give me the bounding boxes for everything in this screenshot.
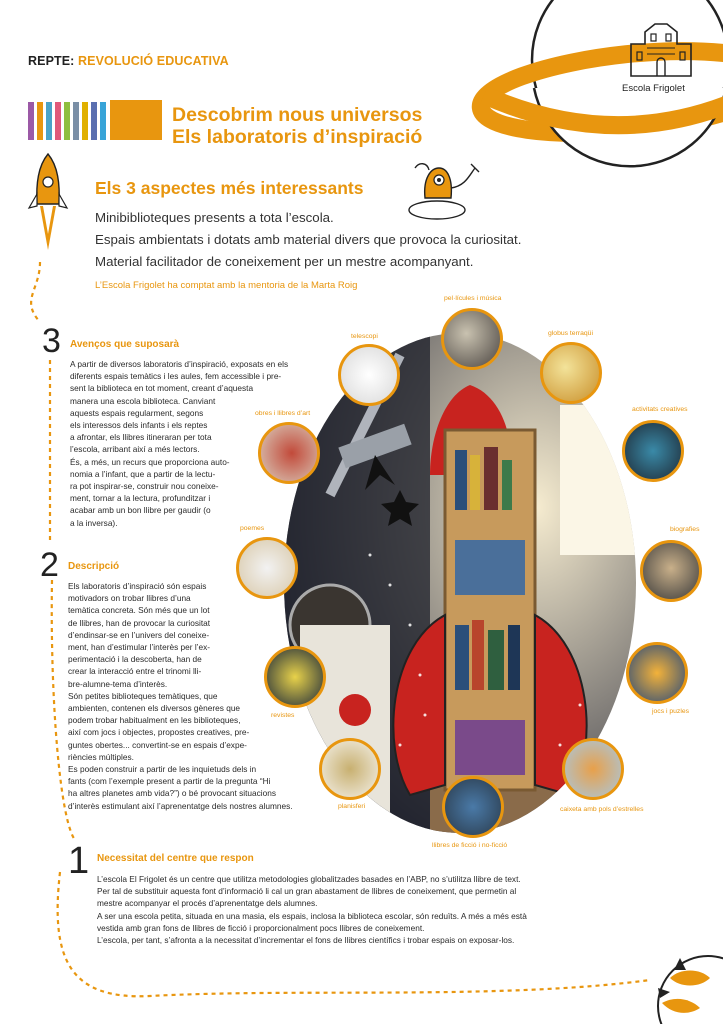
section2-line: Són petites biblioteques temàtiques, que bbox=[68, 690, 218, 701]
aspect-item-1: Minibiblioteques presents a tota l’escola. bbox=[95, 210, 334, 225]
challenge-label-prefix: REPTE: bbox=[28, 54, 75, 68]
section2-line: d’interès estimulant així l’aprenentatge dels nostres alumnes. bbox=[68, 800, 293, 811]
section2-line: fants (com l’exemple present a partir de la pregunta “Hi bbox=[68, 776, 271, 787]
section2-line: guntes obertes... convertint-se en espais d’expe- bbox=[68, 739, 247, 750]
section2-line: motivadors on trobar llibres d’una bbox=[68, 593, 191, 604]
section-2-title: Descripció bbox=[68, 561, 120, 572]
photo-magazines bbox=[264, 646, 326, 708]
photo-creative-activities bbox=[622, 420, 684, 482]
section3-line: sent la biblioteca en tot moment, creant d’aquesta bbox=[70, 383, 254, 394]
photo-fiction-nonfiction bbox=[442, 776, 504, 838]
section-1-title: Necessitat del centre que respon bbox=[97, 853, 254, 864]
section2-line: ha altres planetes amb vida?”) o bé provocant situacions bbox=[68, 788, 277, 799]
section1-line: L’escola, per tant, s’afronta a la necessitat d’incrementar el fons de llibres científics i trobar espais on exposar-los. bbox=[97, 935, 515, 946]
photo-planisphere bbox=[319, 738, 381, 800]
section1-line: vestida amb gran fons de llibres de ficció i proporcionalment pocs llibres de coneixement. bbox=[97, 922, 425, 933]
aspect-item-3: Material facilitador de coneixement per un mestre acompanyant. bbox=[95, 254, 474, 269]
caption-biographies: biografies bbox=[670, 526, 700, 533]
section2-line: Els laboratoris d’inspiració són espais bbox=[68, 581, 207, 591]
section-1-number: 1 bbox=[68, 840, 90, 882]
photo-games-puzzles bbox=[626, 642, 688, 704]
section-2-number: 2 bbox=[40, 546, 59, 584]
section3-line: a la inversa). bbox=[70, 517, 118, 528]
photo-stardust-box bbox=[562, 738, 624, 800]
photo-art-books bbox=[258, 422, 320, 484]
section-1-body bbox=[97, 873, 577, 946]
mentoring-note: L’Escola Frigolet ha comptat amb la mentoria de la Marta Roig bbox=[95, 280, 358, 291]
photo-poems bbox=[236, 537, 298, 599]
section1-line: L’escola El Frigolet és un centre que utilitza metodologies globalitzades basades en l’ABP, no s’utilitza llibre de text. bbox=[97, 874, 521, 884]
section2-line: d’endinsar-se en l’univers del coneixe- bbox=[68, 629, 210, 640]
section-3-number: 3 bbox=[42, 322, 61, 360]
section1-line: mestre acompanyar el procés d’aprenentatge dels alumnes. bbox=[97, 898, 318, 909]
section2-line: ambienten, contenen els diversos gèneres que bbox=[68, 703, 241, 714]
caption-fiction-nonfiction: llibres de ficció i no-ficció bbox=[432, 842, 508, 849]
planet-corner-decoration bbox=[650, 948, 723, 1024]
caption-magazines: revistes bbox=[271, 712, 295, 719]
section3-line: ment, tornar a la lectura, profunditzar i bbox=[70, 493, 211, 504]
caption-art-books: obres i llibres d’art bbox=[255, 410, 311, 417]
section2-line: perimentació i la descoberta, han de bbox=[68, 654, 202, 665]
section2-line: ment, han d’estimular l’interès per l’ex- bbox=[68, 642, 211, 653]
section2-line: de llibres, han de provocar la curiositat bbox=[68, 617, 211, 628]
section2-line: Es poden construir a partir de les inquietuds dels in bbox=[68, 764, 257, 775]
school-name: Escola Frigolet bbox=[622, 83, 685, 94]
caption-stardust-box: caixeta amb pols d’estrelles bbox=[560, 806, 644, 813]
section3-line: manera una escola biblioteca. Canviant bbox=[70, 395, 216, 406]
section3-line: acabar amb un bon llibre per gaudir (o bbox=[70, 505, 211, 516]
aspects-title: Els 3 aspectes més interessants bbox=[95, 178, 364, 198]
section3-line: diferents espais temàtics i les aules, fem accessible i pre- bbox=[70, 371, 282, 382]
section3-line: a afrontar, els llibres itineraran per tota bbox=[70, 432, 212, 443]
page-title-line2: Els laboratoris d’inspiració bbox=[172, 126, 423, 148]
section2-line: podem trobar habitualment en les biblioteques, bbox=[68, 715, 241, 726]
section3-line: És, a més, un recurs que proporciona auto- bbox=[70, 456, 230, 467]
section3-line: ra pot inspirar-se, construir nou coneixe- bbox=[70, 481, 219, 492]
caption-pellicules-music: pel·lícules i música bbox=[444, 295, 502, 302]
section3-line: A partir de diversos laboratoris d’inspiració, exposats en els bbox=[70, 359, 289, 369]
section-3-title: Avenços que suposarà bbox=[70, 339, 180, 350]
section2-line: així com jocs i objectes, propostes creatives, pre- bbox=[68, 727, 250, 738]
section2-line: riències múltiples. bbox=[68, 751, 134, 762]
section3-line: els interessos dels infants i els reptes bbox=[70, 420, 208, 431]
section2-line: crear la interacció entre el trinomi lli- bbox=[68, 666, 202, 677]
section2-line: bre-alumne-tema d’interès. bbox=[68, 678, 168, 689]
caption-telescope: telescopi bbox=[351, 333, 378, 340]
photo-biographies bbox=[640, 540, 702, 602]
photo-telescope bbox=[338, 344, 400, 406]
section2-line: temàtica concreta. Són més que un lot bbox=[68, 605, 210, 616]
section3-line: l’escola, arribant així a més lectors. bbox=[70, 444, 200, 455]
section3-line: aquests espais regularment, segons bbox=[70, 407, 204, 418]
caption-creative-activities: activitats creatives bbox=[632, 406, 688, 413]
aspect-item-2: Espais ambientats i dotats amb material divers que provoca la curiositat. bbox=[95, 232, 522, 247]
section1-line: Per tal de substituir aquesta font d’informació li cal un gran abastament de llibres de coneixement, que permetin al bbox=[97, 886, 517, 897]
section3-line: nomia a l’infant, que a partir de la lectu- bbox=[70, 468, 216, 479]
caption-planisphere: planisferi bbox=[338, 803, 366, 810]
section1-line: A ser una escola petita, situada en una masia, els espais, inclosa la biblioteca escolar, són reduïts. A més a més està bbox=[97, 910, 527, 921]
photo-globe bbox=[540, 342, 602, 404]
photo-pellicules-music bbox=[441, 308, 503, 370]
page-title-line1: Descobrim nous universos bbox=[172, 104, 423, 126]
challenge-value: REVOLUCIÓ EDUCATIVA bbox=[78, 54, 229, 68]
caption-poems: poemes bbox=[240, 525, 265, 532]
caption-games-puzzles: jocs i puzles bbox=[652, 708, 690, 715]
caption-globe: globus terraqüi bbox=[548, 330, 593, 337]
